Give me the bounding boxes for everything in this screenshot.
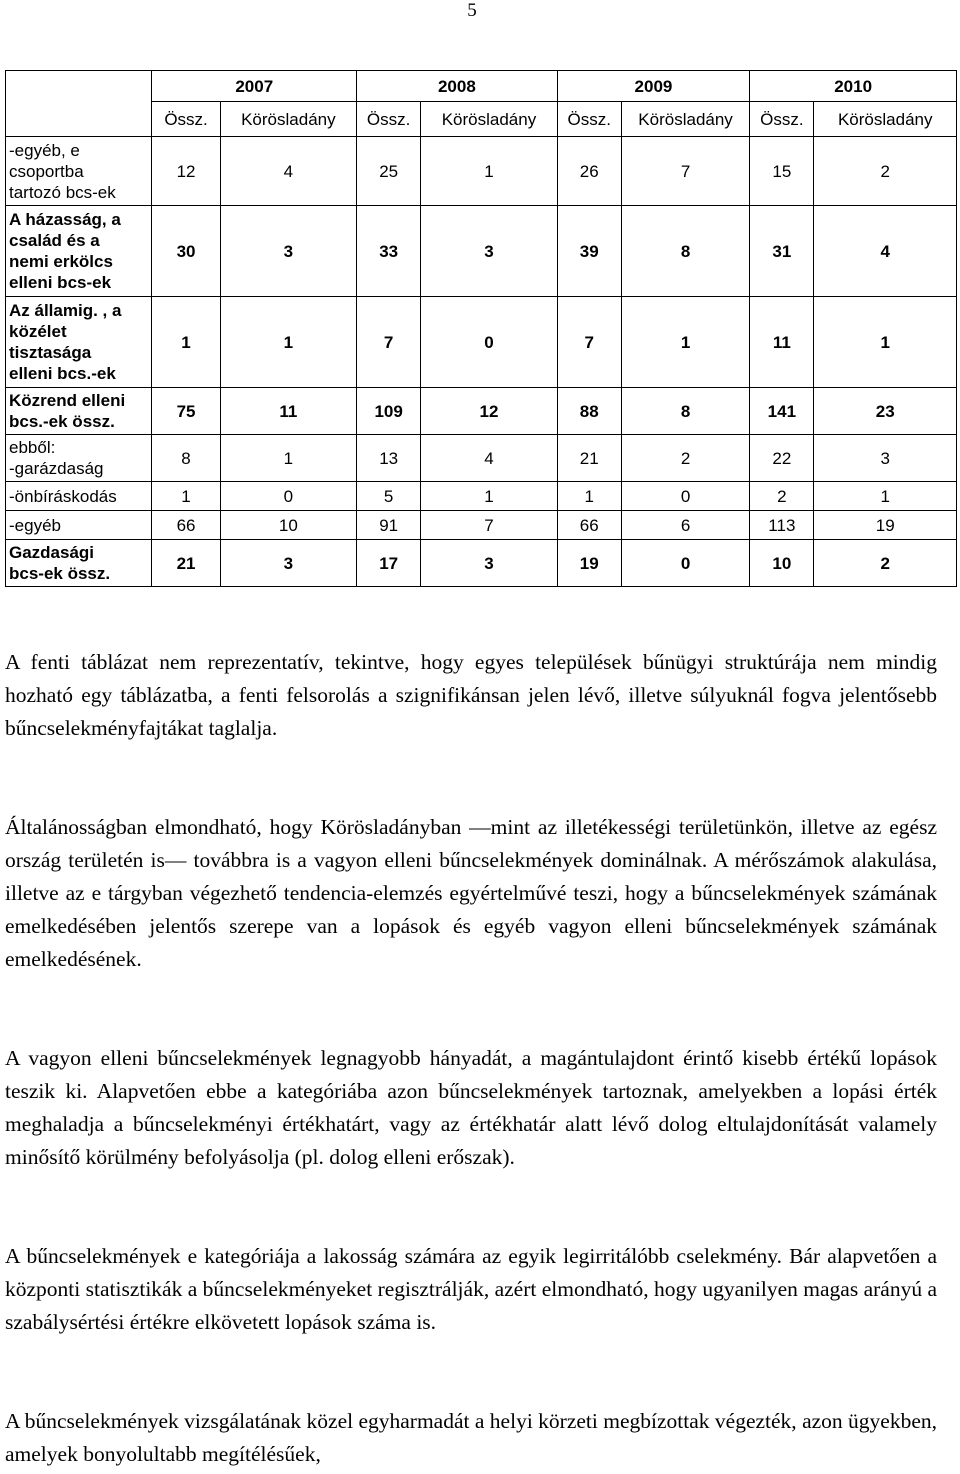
table-cell: 12	[421, 388, 557, 435]
table-row	[6, 540, 957, 587]
row-label	[6, 297, 152, 388]
table-cell: 7	[557, 297, 621, 388]
table-cell: 88	[557, 388, 621, 435]
row-label-line: elleni bcs.-ek	[9, 364, 116, 383]
table-cell: 22	[750, 435, 814, 482]
year-header: 2008	[357, 71, 558, 102]
table-cell: 0	[621, 482, 749, 511]
table-cell: 23	[814, 388, 957, 435]
table-cell: 7	[621, 137, 749, 206]
row-label-line: -önbíráskodás	[9, 486, 117, 506]
body-paragraph	[5, 1405, 937, 1471]
row-label-line: A házasság, a	[9, 210, 121, 229]
table-cell: 91	[357, 511, 421, 540]
table-cell: 6	[621, 511, 749, 540]
row-label	[6, 388, 152, 435]
table-cell: 30	[152, 206, 220, 297]
table-cell: 17	[357, 540, 421, 587]
year-header: 2009	[557, 71, 750, 102]
row-label-line: tartozó bcs-ek	[9, 182, 116, 202]
sub-header: Össz.	[357, 102, 421, 137]
table-cell: 11	[750, 297, 814, 388]
row-label-line: Közrend elleni	[9, 391, 126, 410]
row-label	[6, 511, 152, 540]
table-cell: 2	[814, 137, 957, 206]
row-label	[6, 540, 152, 587]
sub-header: Össz.	[557, 102, 621, 137]
table-cell: 21	[557, 435, 621, 482]
table-cell: 19	[814, 511, 957, 540]
sub-header: Körösladány	[421, 102, 557, 137]
corner-cell	[6, 102, 152, 137]
table-cell: 31	[750, 206, 814, 297]
year-header-row	[6, 71, 957, 102]
row-label-line: -egyéb	[9, 515, 61, 535]
year-header: 2007	[152, 71, 357, 102]
table-row	[6, 482, 957, 511]
table-cell: 113	[750, 511, 814, 540]
sub-header: Körösladány	[814, 102, 957, 137]
table-row	[6, 388, 957, 435]
row-label-line: tisztasága	[9, 343, 92, 362]
table-cell: 4	[220, 137, 356, 206]
table-cell: 3	[421, 540, 557, 587]
table-cell: 25	[357, 137, 421, 206]
table-cell: 8	[621, 388, 749, 435]
table-cell: 109	[357, 388, 421, 435]
table-cell: 11	[220, 388, 356, 435]
table-cell: 7	[421, 511, 557, 540]
paragraph-text: A fenti táblázat nem reprezentatív, tekintve, hogy egyes települések bűnügyi struktúrája nem mindig hozható egy táblázatba, a fenti felsorolás a szignifikánsan jelen lévő, illetve súlyuknál fogva jelentősebb bűncselekményfajtákat taglalja.	[5, 650, 937, 740]
table-row	[6, 297, 957, 388]
table-cell: 1	[220, 435, 356, 482]
table-cell: 3	[814, 435, 957, 482]
row-label-line: bcs.-ek össz.	[9, 412, 115, 431]
row-label-line: -garázdaság	[9, 459, 104, 478]
row-label-line: Gazdasági	[9, 543, 95, 562]
paragraph-text: Általánosságban elmondható, hogy Körösladányban —mint az illetékességi területünkön, illetve az egész ország területén is— továbbra is a vagyon elleni bűncselekmények dominálnak. A mérőszámok alakulása, illetve az e tárgyban végezhető tendencia-elemzés egyértelművé teszi, hogy a bűncselekmények számának emelkedésében jelentős szerepe van a lopások és egyéb vagyon elleni bűncselekmények számának emelkedésének.	[5, 815, 937, 971]
table-cell: 0	[621, 540, 749, 587]
body-paragraph	[5, 1240, 937, 1339]
table-cell: 33	[357, 206, 421, 297]
paragraph-text: A bűncselekmények vizsgálatának közel egyharmadát a helyi körzeti megbízottak végezték, azon ügyekben, amelyek bonyolultabb megítélésűek,	[5, 1409, 937, 1466]
table-cell: 66	[557, 511, 621, 540]
table-cell: 1	[220, 297, 356, 388]
table-cell: 21	[152, 540, 220, 587]
table-row	[6, 511, 957, 540]
table-cell: 10	[750, 540, 814, 587]
table-cell: 19	[557, 540, 621, 587]
row-label-line: elleni bcs-ek	[9, 273, 112, 292]
table-row	[6, 435, 957, 482]
table-cell: 1	[152, 482, 220, 511]
table-cell: 66	[152, 511, 220, 540]
table-cell: 4	[421, 435, 557, 482]
corner-cell	[6, 71, 152, 102]
table-cell: 13	[357, 435, 421, 482]
table-cell: 75	[152, 388, 220, 435]
table-cell: 0	[220, 482, 356, 511]
row-label	[6, 482, 152, 511]
sub-header: Össz.	[750, 102, 814, 137]
table-cell: 1	[557, 482, 621, 511]
table-cell: 1	[421, 482, 557, 511]
year-header: 2010	[750, 71, 957, 102]
table-cell: 8	[152, 435, 220, 482]
row-label-line: bcs-ek össz.	[9, 564, 111, 583]
table-cell: 4	[814, 206, 957, 297]
row-label-line: család és a	[9, 231, 100, 250]
body-paragraph	[5, 1042, 937, 1174]
table-cell: 10	[220, 511, 356, 540]
table-cell: 2	[814, 540, 957, 587]
table-cell: 1	[814, 297, 957, 388]
table-cell: 12	[152, 137, 220, 206]
body-paragraph	[5, 646, 937, 745]
table-cell: 5	[357, 482, 421, 511]
table-cell: 3	[220, 540, 356, 587]
row-label-line: nemi erkölcs	[9, 252, 113, 271]
table-cell: 2	[750, 482, 814, 511]
row-label-line: csoportba	[9, 161, 84, 181]
row-label	[6, 435, 152, 482]
row-label-line: közélet	[9, 322, 67, 341]
table-row	[6, 206, 957, 297]
table-cell: 8	[621, 206, 749, 297]
paragraph-text: A vagyon elleni bűncselekmények legnagyobb hányadát, a magántulajdont érintő kisebb értékű lopások teszik ki. Alapvetően ebbe a kategóriába azon bűncselekmények tartoznak, amelyekben a lopási érték meghaladja a bűncselekményi értékhatárt, vagy az értékhatár alatt lévő dolog eltulajdonítását valamely minősítő körülmény befolyásolja (pl. dolog elleni erőszak).	[5, 1046, 937, 1169]
row-label-line: -egyéb, e	[9, 140, 80, 160]
table-cell: 2	[621, 435, 749, 482]
table-cell: 1	[421, 137, 557, 206]
page-number: 5	[467, 0, 477, 21]
row-label	[6, 206, 152, 297]
table-cell: 39	[557, 206, 621, 297]
table-cell: 0	[421, 297, 557, 388]
crime-statistics-table	[5, 70, 957, 587]
row-label-line: ebből:	[9, 438, 56, 457]
table-cell: 3	[421, 206, 557, 297]
table-cell: 7	[357, 297, 421, 388]
sub-header: Körösladány	[220, 102, 356, 137]
row-label-line: Az államig. , a	[9, 301, 122, 320]
sub-header-row	[6, 102, 957, 137]
table-row	[6, 137, 957, 206]
table-cell: 26	[557, 137, 621, 206]
table-cell: 15	[750, 137, 814, 206]
row-label	[6, 137, 152, 206]
paragraph-text: A bűncselekmények e kategóriája a lakosság számára az egyik legirritálóbb cselekmény. Bár alapvetően a központi statisztikák a bűncselekményeket regisztrálják, azért elmondható, hogy ugyanilyen magas arányú a szabálysértési értékre elkövetett lopások száma is.	[5, 1244, 937, 1334]
body-paragraph	[5, 811, 937, 976]
table-cell: 3	[220, 206, 356, 297]
sub-header: Össz.	[152, 102, 220, 137]
table-cell: 1	[814, 482, 957, 511]
table-cell: 141	[750, 388, 814, 435]
sub-header: Körösladány	[621, 102, 749, 137]
table-cell: 1	[621, 297, 749, 388]
table-cell: 1	[152, 297, 220, 388]
